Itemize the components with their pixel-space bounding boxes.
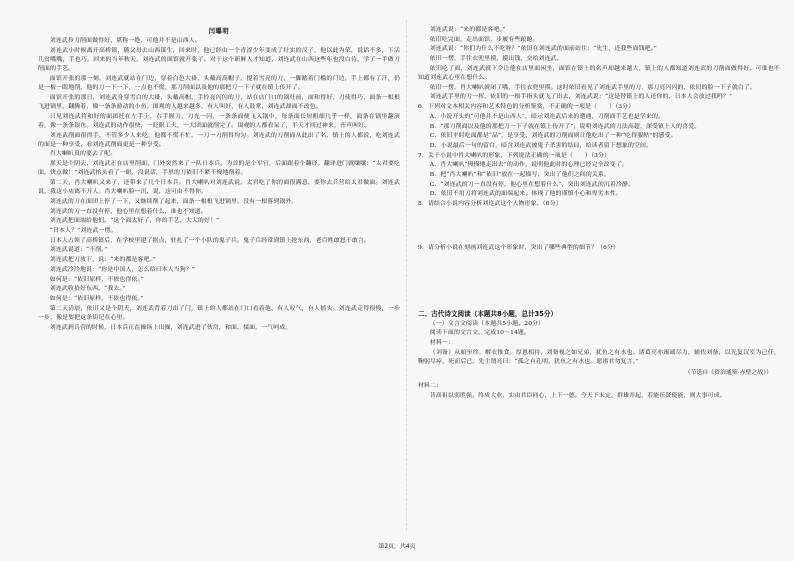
- paragraph: 那天是个阴天，刘连武正在店里削面，门外突然来了一队日本兵，为首的是个军官，后面跟着个翻译。翻译进门就嚷嚷：“太君要吃面，快点做！”刘连武抬头看了一眼，没说话，手里的刀依旧不紧不慢地削着。: [38, 161, 400, 177]
- option: C．“刘连武的刀一直没有停，他心里在想着什么”，突出刘连武的沉着冷静。: [429, 181, 635, 188]
- option: C．依旧平时吃面都是“品”，是享受，刘连武的刀削面则让他吃出了一种“吃得服帖”的感受。: [429, 133, 677, 140]
- answer-space: [418, 210, 780, 244]
- option: B．把“肖大喇叭”和“依旧”放在一起描写，突出了他们之间的关系。: [429, 172, 611, 179]
- option: D．依旧不用刀将刘连武的面端起来，体现了他的谨慎小心和卑劣本性。: [429, 191, 622, 198]
- paragraph: 刘连武把刀放下，说：“来的都是客吧。”: [49, 257, 156, 264]
- question-8: 8．请结合小说内容分析刘连武这个人物形象。（6分）: [418, 201, 562, 208]
- option: D．小说最后一句的留白，暗含刘连武被鬼子杀害的结局，给读者留下想象的空间。: [429, 142, 653, 149]
- option: A．小说开头的“可他并不是山西人”，暗示刘连武后来的遭遇，刀削面手艺也是学来的。: [429, 113, 665, 120]
- instruction: 阅读下面的文言文，完成10～14题。: [429, 330, 530, 337]
- story-title: 闫曝明: [208, 28, 230, 35]
- paragraph: 肖大喇叭真的要去了呢。: [49, 151, 117, 158]
- material-text: 昔高祖以弱胜强，终成大业，实由君臣同心，上下一德。今天下未定，群雄并起，若能任贤使能，则大事可成。: [429, 392, 726, 399]
- paragraph: 刘连武收拾好东西，“我去。”: [49, 286, 126, 293]
- paragraph: 刘连武说道：“不削。”: [49, 247, 108, 254]
- paragraph: 日本人占领了高桥镇后，在学校里建了据点，驻扎了一个小队的鬼子兵。鬼子兵经常到镇上抢东西，老百姓敢怒不敢言。: [49, 237, 370, 244]
- paragraph: 面馆开张的那一刻，刘连武就站在门边，穿着白色大褂，头戴高高帽子，提着雪亮的刀，一脚踏着门槛的门边，手上都有了汗，仍是一板一眼地削，他的刀一下一下，一点也不慌，那刀削面以及他的那把刀一下子就在镇上传开了。: [38, 75, 400, 92]
- paragraph: 依旧吃了面，刘连武就下令让他在店里面闲坐，面馆在镇上的名声却越来越大，镇上的人都知道刘连武的刀削面做得好，可谁也不知道刘连武心里在想什么。: [418, 65, 780, 82]
- paragraph: 依旧一愣，肖大喇叭就闭了嘴，手往衣兜里摸。这时依旧看见了刘连武手里的刀，那刀亮闪闪的，依旧的脸一下子就白了。: [429, 84, 756, 91]
- right-column: [418, 26, 780, 535]
- paragraph: 刘连武说：“来的都是客吧。”: [429, 27, 506, 33]
- paragraph: 刘连武说：“你们为什么不吃呀？”依旧在刘连武的面前站住：“先生，还我些面钱吧。”: [429, 46, 657, 53]
- paragraph: 刘连武小时候离开高桥镇，随父母去山西谋生，回来时，他已经由一个青涩少年变成了壮实的汉子，他以此为荣，说话不多，下活儿贫嘴嘴，手也巧。回来的当年秋天，刘连武的面馆就开张了。对于这个新鲜人才知道，刘连武在山西这些年也没白待，学了一手做刀削面的手艺。: [38, 47, 400, 73]
- question-9: 9．请分析小说在刻画刘连武这个形象时，突出了哪些典型的细节？（6分）: [418, 244, 620, 251]
- paragraph: 第二天，肖大喇叭又来了，还带来了几个日本兵。肖大喇叭对刘连武说，太君吃了你的面很满意，要你去兵营给太君做面。刘连武说，我这小店离不开人。肖大喇叭脸一沉，说，这可由不得你。: [38, 180, 400, 196]
- paragraph: 刘连武冷冷地说：“你是中国人，怎么给日本人当狗？”: [49, 266, 196, 273]
- material-text: （刘备）从始至终，解衣推食，厚恩相待，刘备视之如兄弟，犹鱼之有水也。诸葛亮亦竭诚尽力，辅佐刘备，以光复汉室为己任，鞠躬尽瘁，死而后已。先主谓亮曰：“孤之有孔明，犹鱼之有水也。愿诸君勿复言。”: [418, 349, 780, 365]
- material-label: 材料二：: [418, 383, 443, 390]
- left-column: [38, 26, 400, 535]
- subsection-title: （一）文言文阅读（本题共5小题，20分）: [429, 320, 545, 327]
- option: A．肖大喇叭“慢慢地走出去”的动作，说明他此时的心理已经完全改变了。: [429, 162, 628, 169]
- page-footer: 第2页，共4页: [378, 544, 416, 550]
- paragraph: “日本人？”刘连武一愣。: [49, 228, 117, 235]
- paragraph: 刘连武的刀在面团上停了一下，又继续削了起来，面条一根根飞进锅里，没有一根落到锅外。: [49, 198, 298, 205]
- paragraph: 刘连武到兵营的时候，日本兵正在操场上出操，刘连武进了伙房，和面、揉面，一气呵成。: [49, 324, 292, 331]
- paragraph: 刘连武手里的刀一挥，依旧的一根手指头就飞了出去，刘连武说：“这是替镇上的人还你的，日本人会放过我吗？”: [429, 94, 733, 101]
- paragraph: 依旧一愣，手往衣兜里摸，摸出钱，交给刘连武。: [429, 56, 563, 63]
- section-title: 二、古代诗文阅读（本题共8小题，总计35分）: [418, 309, 558, 318]
- paragraph: 只见刘连武将和好的面团托在左手上，右手握刀，刀光一闪，一条条面便飞入锅中，每条面长短粗细几乎一样，面条在锅里翻滚着，像一条条银鱼。刘连武的动作很快，一眨眼工夫，一大团面就削完了。围观的人都看呆了，半天才回过神来，齐声叫好。: [38, 113, 400, 129]
- answer-space: [418, 254, 780, 298]
- paragraph: 依旧吃完面，走出面馆，步履有些踉跄。: [429, 36, 539, 43]
- paragraph: 刘连武把面端给他们。“这个面太好了，你的手艺，大大的好！”: [49, 218, 220, 225]
- paragraph: 第二天清晨，依旧又是个阴天，刘连武背着刀出了门，镇上的人都站在门口看着他，有人叹气，有人摇头。刘连武走得很慢，一步一步，像是要把这条街记在心里。: [38, 305, 400, 321]
- material-label: 材料一：: [429, 339, 454, 346]
- paragraph: 刘连武拎刀削面做得好，堪称一绝，可他并不是山西人。: [49, 38, 201, 44]
- paragraph: 如何是：“依旧原样，不依也得依。”: [49, 295, 144, 302]
- paragraph: 刘连武的刀一直没有停，他心里在想着什么，谁也不知道。: [49, 208, 207, 215]
- column-divider: [406, 20, 407, 531]
- option: B．“那刀削面以及他的那把刀一下子就在镇上传开了”，说明刘连武的刀法高超，深受镇上人的喜爱。: [429, 123, 701, 130]
- paragraph: 刘连武削面很得手，不管多少人来吃，他都不慌不忙，一刀一刀削得均匀。刘连武的刀削面从此出了名，镇上的人都说，吃刘连武的面是一种享受，看刘连武削面更是一种享受。: [38, 132, 400, 148]
- question-6: 6．下列对文本相关内容和艺术特色的分析鉴赏，不正确的一项是（ ）（3分）: [418, 104, 635, 111]
- paragraph: 面馆开张的那日，刘连武身穿雪白的大褂，头戴高帽，手拎亮闪闪的刀，站在店门口的锅灶前，面和得好，刀使得巧，面条一根根飞进锅里，翻腾着，像一条条游动的小鱼。围观的人越来越多，有人叫好，有人鼓掌，刘连武却面不改色。: [38, 94, 400, 110]
- question-7: 7．关于小说中肖大喇叭的形象，下列说法正确的一项是（ ）（3分）: [418, 152, 611, 159]
- paragraph: 如何是：“依旧原样，不依也得依。”: [49, 276, 144, 283]
- material-source: （节选自《资治通鉴·赤壁之战》）: [684, 370, 772, 377]
